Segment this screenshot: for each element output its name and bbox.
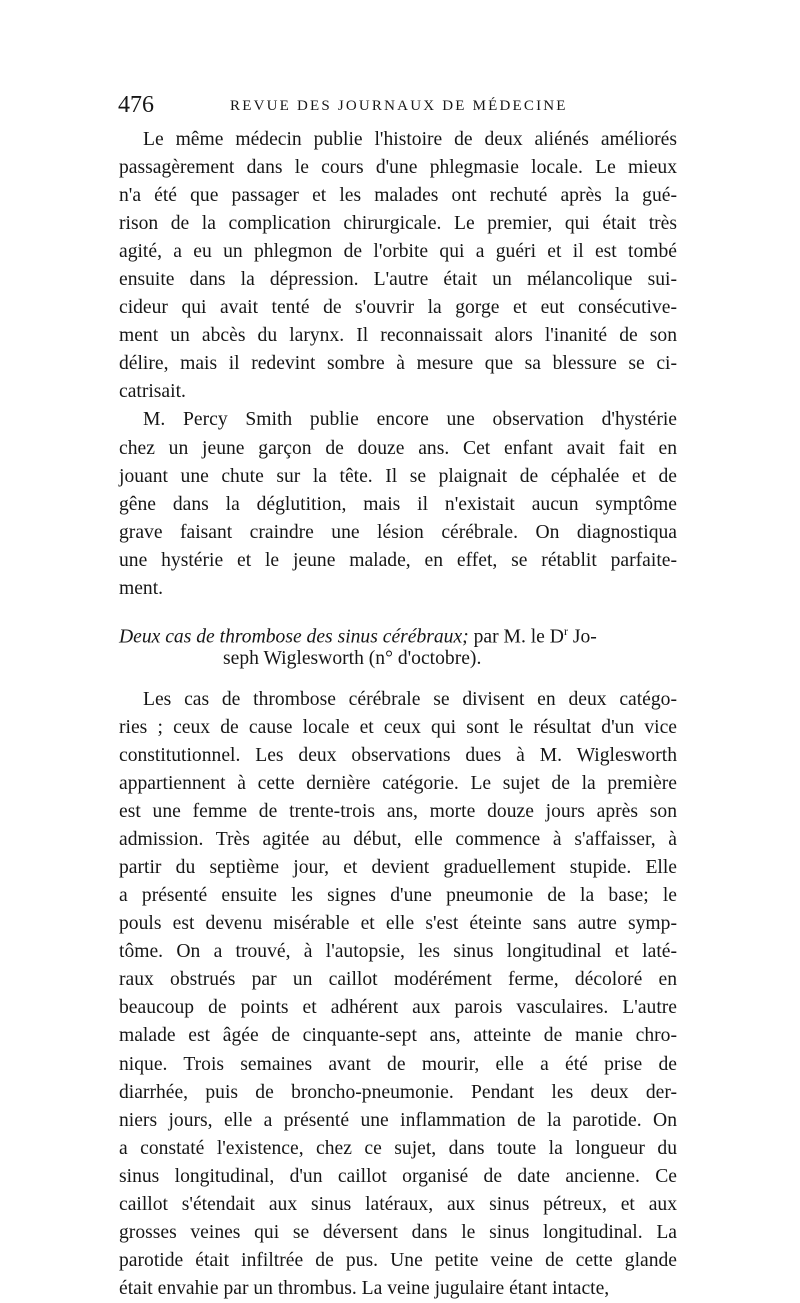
page-header (118, 92, 678, 122)
text-line: sinus longitudinal, d'un caillot organisé de date ancienne. Ce (119, 1165, 677, 1187)
text-line: diarrhée, puis de broncho-pneumonie. Pendant les deux der- (119, 1081, 677, 1103)
text-line: Le même médecin publie l'histoire de deux aliénés améliorés (143, 129, 677, 150)
paragraph-1 (119, 126, 677, 406)
text-line: malade est âgée de cinquante-sept ans, atteinte de manie chro- (119, 1025, 677, 1047)
text-line: niers jours, elle a présenté une inflammation de la parotide. On (119, 1109, 677, 1131)
text-line: délire, mais il redevint sombre à mesure que sa blessure se ci- (119, 353, 677, 375)
text-line: grosses veines qui se déversent dans le sinus longitudinal. La (119, 1221, 677, 1243)
text-line: est une femme de trente-trois ans, morte douze jours après son (119, 801, 677, 823)
text-line: ment un abcès du larynx. Il reconnaissait alors l'inanité de son (119, 325, 677, 347)
text-line: a présenté ensuite les signes d'une pneumonie de la base; le (119, 885, 677, 907)
section-title-author: par M. le D (468, 626, 564, 648)
text-line: nique. Trois semaines avant de mourir, elle a été prise de (119, 1053, 677, 1075)
text-line: passagèrement dans le cours d'une phlegmasie locale. Le mieux (119, 157, 677, 179)
section-title-line-2: seph Wiglesworth (n° d'octobre). (223, 647, 482, 669)
text-line: M. Percy Smith publie encore une observation d'hystérie (143, 409, 677, 431)
text-line: admission. Très agitée au début, elle commence à s'affaisser, à (119, 829, 677, 851)
paragraph-3 (119, 686, 677, 1303)
text-line: n'a été que passager et les malades ont rechuté après la gué- (119, 185, 677, 207)
text-line: catrisait. (119, 381, 186, 403)
text-line: partir du septième jour, et devient graduellement stupide. Elle (119, 857, 677, 879)
text-line: pouls est devenu misérable et elle s'est éteinte sans autre symp- (119, 913, 677, 935)
page-number: 476 (118, 92, 154, 118)
running-title: REVUE DES JOURNAUX DE MÉDECINE (230, 98, 568, 114)
text-line: rison de la complication chirurgicale. Le premier, qui était très (119, 213, 677, 235)
section-title-superscript: r (563, 623, 568, 638)
text-line: était envahie par un thrombus. La veine jugulaire étant intacte, (119, 1277, 610, 1299)
text-line: cideur qui avait tenté de s'ouvrir la gorge et eut consécutive- (119, 297, 677, 319)
text-line: ment. (119, 577, 164, 599)
text-line: parotide était infiltrée de pus. Une petite veine de cette glande (119, 1249, 677, 1271)
text-line: une hystérie et le jeune malade, en effet, se rétablit parfaite- (119, 549, 677, 571)
text-line: chez un jeune garçon de douze ans. Cet enfant avait fait en (119, 437, 677, 459)
text-line: raux obstrués par un caillot modérément ferme, décoloré en (119, 969, 677, 991)
text-line: grave faisant craindre une lésion cérébrale. On diagnostiqua (119, 521, 677, 543)
section-title-author-end: Jo- (567, 626, 597, 648)
text-line: jouant une chute sur la tête. Il se plaignait de céphalée et de (119, 465, 677, 487)
section-title-italic: Deux cas de thrombose des sinus cérébraux; (119, 626, 469, 648)
text-line: beaucoup de points et adhérent aux parois vasculaires. L'autre (119, 997, 677, 1019)
text-line: caillot s'étendait aux sinus latéraux, aux sinus pétreux, et aux (119, 1193, 677, 1215)
paragraph-2 (119, 406, 677, 602)
section-title-line-1 (119, 617, 677, 648)
section-title (119, 617, 677, 673)
text-line: gêne dans la déglutition, mais il n'existait aucun symptôme (119, 493, 677, 515)
text-line: constitutionnel. Les deux observations dues à M. Wiglesworth (119, 744, 677, 766)
text-line: a constaté l'existence, chez ce sujet, dans toute la longueur du (119, 1137, 677, 1159)
text-line: Les cas de thrombose cérébrale se divisent en deux catégo- (143, 688, 677, 710)
section-gap (119, 673, 677, 686)
text-line: appartiennent à cette dernière catégorie. Le sujet de la première (119, 773, 677, 795)
page-body (119, 126, 677, 1303)
text-line: tôme. On a trouvé, à l'autopsie, les sinus longitudinal et laté- (119, 941, 677, 963)
text-line: ries ; ceux de cause locale et ceux qui sont le résultat d'un vice (119, 716, 677, 738)
text-line: agité, a eu un phlegmon de l'orbite qui a guéri et il est tombé (119, 241, 677, 263)
text-line: ensuite dans la dépression. L'autre était un mélancolique sui- (119, 269, 677, 291)
